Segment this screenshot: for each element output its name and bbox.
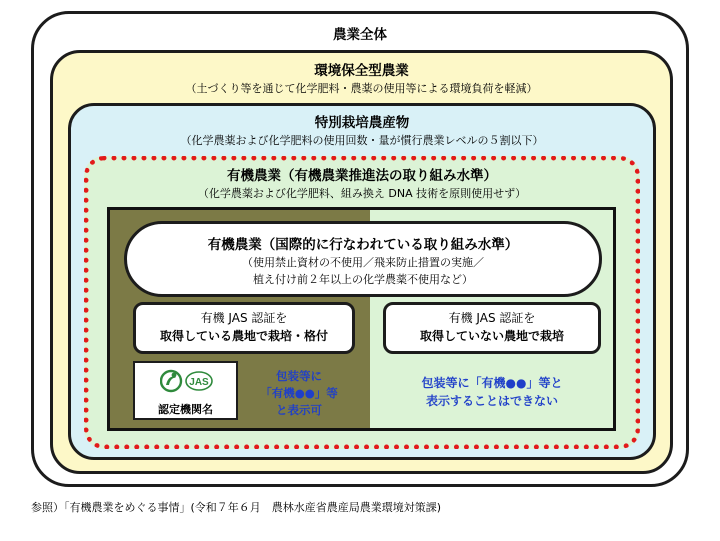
source-reference: 参照）「有機農業をめぐる事情」(令和７年６月 農林水産省農産局農業環境対策課) [31,501,442,514]
organic-promotion-act-title: 有機農業（有機農業推進法の取り組み水準） [227,168,497,184]
uncertified-label-line2: 表示することはできない [425,394,558,408]
international-organic-desc-line2: 植え付け前２年以上の化学農薬不使用など） [253,273,473,286]
special-cultivation-title: 特別栽培農産物 [314,115,410,131]
jas-certified-line1: 有機 JAS 認証を [200,311,288,325]
jas-cert-mark [133,361,238,420]
all-agriculture-title: 農業全体 [333,27,387,43]
special-cultivation-desc: （化学農薬および化学肥料の使用回数・量が慣行農業レベルの５割以下） [180,134,544,147]
environmental-agriculture-desc: （土づくり等を通じて化学肥料・農薬の使用等による環境負荷を軽減） [185,82,538,95]
international-organic-desc-line1: （使用禁止資材の不使用／飛来防止措置の実施／ [242,256,484,269]
certified-label-line2: 「有機●●」等 [260,386,338,400]
jas-logo-icon [160,366,214,398]
environmental-agriculture-title: 環境保全型農業 [314,63,409,79]
uncertified-label-line1: 包装等に「有機●●」等と [421,376,563,390]
jas-uncertified-line1: 有機 JAS 認証を [448,311,536,325]
jas-uncertified-line2: 取得していない農地で栽培 [419,329,564,343]
cert-body-label: 認定機関名 [158,403,213,416]
certified-label-line3: と表示可 [276,403,322,417]
international-organic-title: 有機農業（国際的に行なわれている取り組み水準） [207,237,519,253]
organic-promotion-act-desc: （化学農薬および化学肥料、組み換え DNA 技術を原則使用せず） [197,187,527,200]
jas-certified-line2: 取得している農地で栽培・格付 [159,329,328,343]
jas-logo-text: JAS [189,377,209,388]
certified-label-line1: 包装等に [276,369,322,383]
